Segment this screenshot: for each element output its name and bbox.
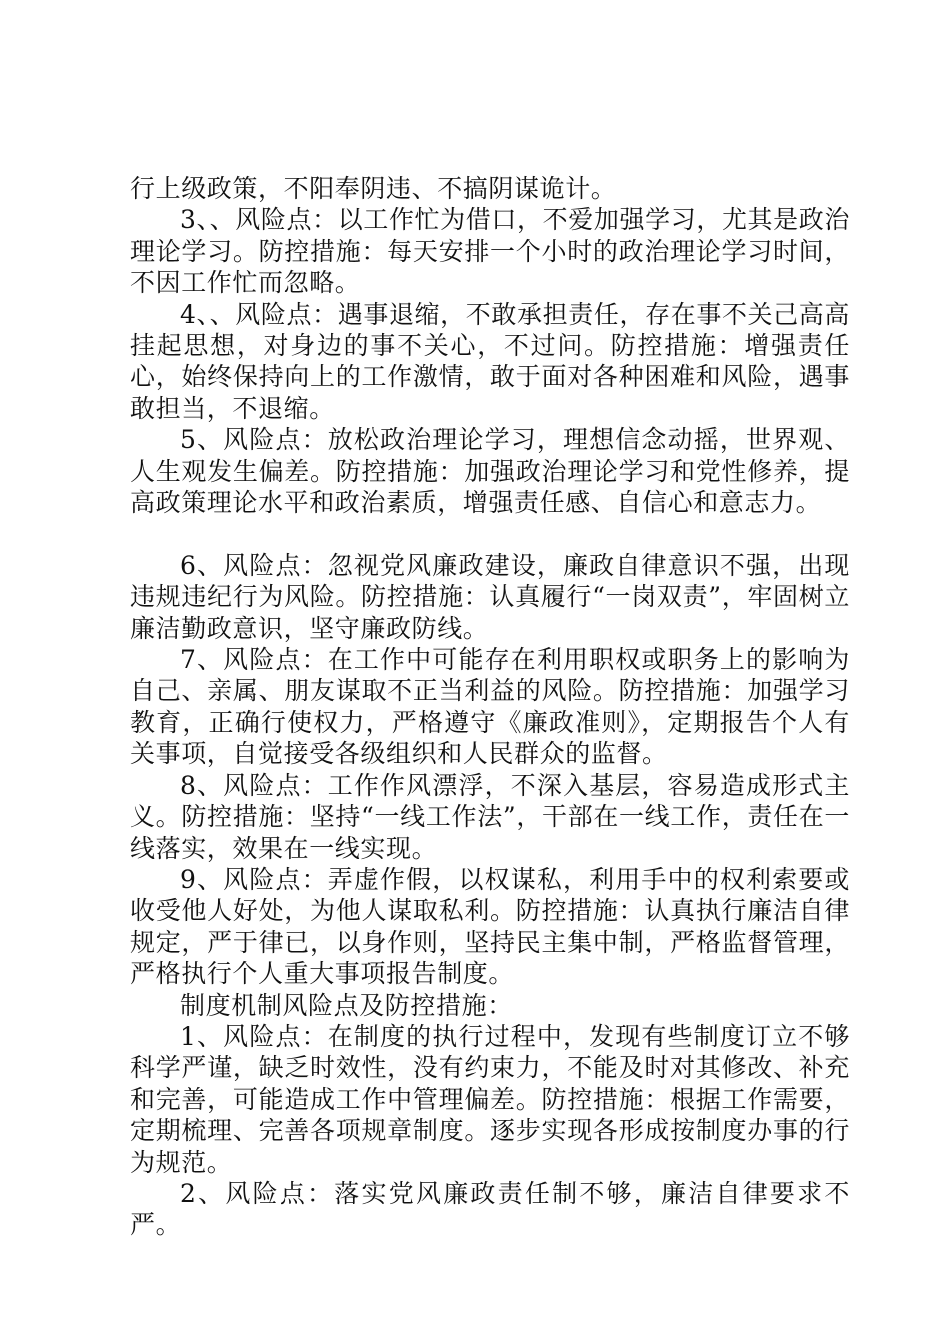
paragraph-gap — [130, 518, 850, 549]
paragraph: 3、、风险点：以工作忙为借口，不爱加强学习，尤其是政治理论学习。防控措施：每天安排一个小时的政治理论学习时间，不因工作忙而忽略。 — [130, 205, 850, 298]
paragraph: 9、风险点：弄虚作假，以权谋私，利用手中的权利索要或收受他人好处，为他人谋取私利。防控措施：认真执行廉洁自律规定，严于律已，以身作则，坚持民主集中制，严格监督管理，严格执行个人重大事项报告制度。 — [130, 864, 850, 989]
paragraph: 行上级政策，不阳奉阴违、不搞阴谋诡计。 — [130, 174, 617, 203]
paragraph: 5、风险点：放松政治理论学习，理想信念动摇，世界观、人生观发生偏差。防控措施：加强政治理论学习和党性修养，提高政策理论水平和政治素质，增强责任感、自信心和意志力。 — [130, 425, 850, 518]
paragraph: 1、风险点：在制度的执行过程中，发现有些制度订立不够科学严谨，缺乏时效性，没有约束力，不能及时对其修改、补充和完善，可能造成工作中管理偏差。防控措施：根据工作需要，定期梳理、完善各项规章制度。逐步实现各形成按制度办事的行为规范。 — [130, 1021, 850, 1177]
paragraph: 6、风险点：忽视党风廉政建设，廉政自律意识不强，出现违规违纪行为风险。防控措施：认真履行“一岗双责”，牢固树立廉洁勤政意识，坚守廉政防线。 — [130, 550, 850, 643]
paragraph: 2、风险点：落实党风廉政责任制不够，廉洁自律要求不严。 — [130, 1178, 850, 1240]
document-body — [130, 173, 850, 1241]
section-heading: 制度机制风险点及防控措施： — [180, 990, 513, 1020]
paragraph: 7、风险点：在工作中可能存在利用职权或职务上的影响为自己、亲属、朋友谋取不正当利益的风险。防控措施：加强学习教育，正确行使权力，严格遵守《廉政准则》，定期报告个人有关事项，自觉接受各级组织和人民群众的监督。 — [130, 645, 850, 769]
paragraph: 8、风险点：工作作风漂浮，不深入基层，容易造成形式主义。防控措施：坚持“一线工作法”，干部在一线工作，责任在一线落实，效果在一线实现。 — [130, 770, 850, 863]
paragraph: 4、、风险点：遇事退缩，不敢承担责任，存在事不关己高高挂起思想，对身边的事不关心，不过问。防控措施：增强责任心，始终保持向上的工作激情，敢于面对各种困难和风险，遇事敢担当，不退缩。 — [130, 299, 850, 423]
